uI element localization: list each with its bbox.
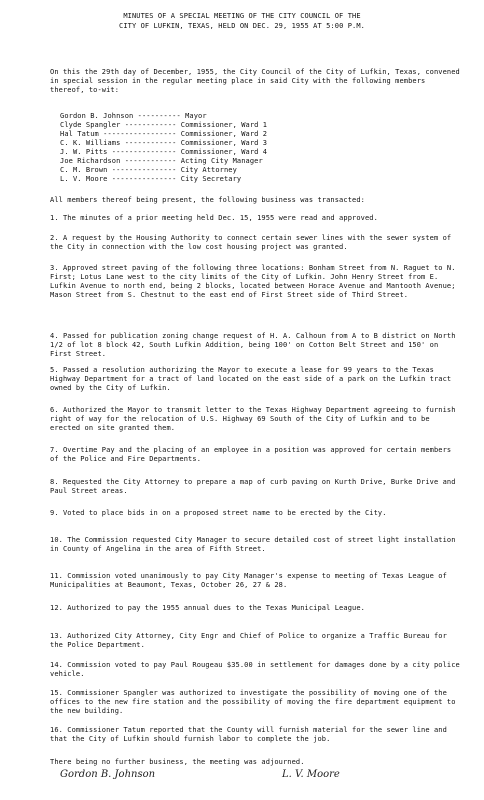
attendee-8: L. V. Moore --------------- City Secretary (60, 175, 242, 183)
header-line-2: CITY OF LUFKIN, TEXAS, HELD ON DEC. 29, 1955 AT 5:00 P.M. (119, 22, 365, 30)
minute-item-7: 7. Overtime Pay and the placing of an employee in a position was approved for certain members of the Police and Fire Departments. (50, 446, 456, 463)
attendee-4: C. K. Williams ------------ Commissioner, Ward 3 (60, 139, 268, 147)
attendee-3: Hal Tatum ----------------- Commissioner, Ward 2 (60, 130, 268, 138)
minute-item-12: 12. Authorized to pay the 1955 annual dues to the Texas Municipal League. (50, 604, 365, 612)
header-line-1: MINUTES OF A SPECIAL MEETING OF THE CITY COUNCIL OF THE (123, 12, 361, 20)
minute-item-14: 14. Commission voted to pay Paul Rougeau $35.00 in settlement for damages done by a city police vehicle. (50, 661, 465, 678)
secretary-signature: L. V. Moore (282, 769, 340, 780)
mayor-signature: Gordon B. Johnson (60, 769, 156, 780)
attendee-5: J. W. Pitts --------------- Commissioner, Ward 4 (60, 148, 268, 156)
attendee-1: Gordon B. Johnson ---------- Mayor (60, 112, 207, 120)
attendee-2: Clyde Spangler ------------ Commissioner, Ward 1 (60, 121, 268, 129)
minute-item-13: 13. Authorized City Attorney, City Engr and Chief of Police to organize a Traffic Bureau for the Police Department. (50, 632, 452, 649)
minute-item-9: 9. Voted to place bids in on a proposed street name to be erected by the City. (50, 509, 387, 517)
minute-item-8: 8. Requested the City Attorney to prepare a map of curb paving on Kurth Drive, Burke Drive and Paul Street areas. (50, 478, 460, 495)
intro-paragraph: On this the 29th day of December, 1955, the City Council of the City of Lufkin, Texas, convened in special session in the regular meeting place in said City with the following members thereof, to-wit: (50, 68, 465, 94)
minute-item-11: 11. Commission voted unanimously to pay City Manager's expense to meeting of Texas League of Municipalities at Beaumont, Texas, October 26, 27 & 28. (50, 572, 452, 589)
attendee-6: Joe Richardson ------------ Acting City Manager (60, 157, 263, 165)
attendee-7: C. M. Brown --------------- City Attorney (60, 166, 237, 174)
minute-item-10: 10. The Commission requested City Manager to secure detailed cost of street light installation in County of Angelina in the area of Fifth Street. (50, 536, 460, 553)
minute-item-15: 15. Commissioner Spangler was authorized to investigate the possibility of moving one of the offices to the new fire station and the possibility of moving the fire department equipment to the new building. (50, 689, 460, 715)
minute-item-6: 6. Authorized the Mayor to transmit letter to the Texas Highway Department agreeing to furnish right of way for the relocation of U.S. Highway 69 South of the City of Lufkin and to be erected on site granted them. (50, 406, 460, 432)
closing-statement: There being no further business, the meeting was adjourned. (50, 758, 305, 766)
minute-item-3: 3. Approved street paving of the following three locations: Bonham Street from N. Raguet to N. First; Lotus Lane west to the city limits of the City of Lufkin. John Henry Street from E. Lufkin Avenue to north end, being 2 blocks, located between Horace Avenue and Mantooth Avenue; Mason Street from S. Chestnut to the east end of First Street side of Third Street. (50, 264, 460, 299)
minute-item-5: 5. Passed a resolution authorizing the Mayor to execute a lease for 99 years to the Texas Highway Department for a tract of land located on the east side of a park on the Lufkin tract owned by the City of Lufkin. (50, 366, 456, 392)
quorum-statement: All members thereof being present, the following business was transacted: (50, 196, 365, 204)
minute-item-4: 4. Passed for publication zoning change request of H. A. Calhoun from A to B district on North 1/2 of lot 8 block 42, South Lufkin Addition, being 100' on Cotton Belt Street and 150' on First Street. (50, 332, 460, 358)
minute-item-2: 2. A request by the Housing Authority to connect certain sewer lines with the sewer system of the City in connection with the low cost housing project was granted. (50, 234, 456, 251)
minute-item-16: 16. Commissioner Tatum reported that the County will furnish material for the sewer line and that the City of Lufkin should furnish labor to complete the job. (50, 726, 452, 743)
minute-item-1: 1. The minutes of a prior meeting held Dec. 15, 1955 were read and approved. (50, 214, 378, 222)
